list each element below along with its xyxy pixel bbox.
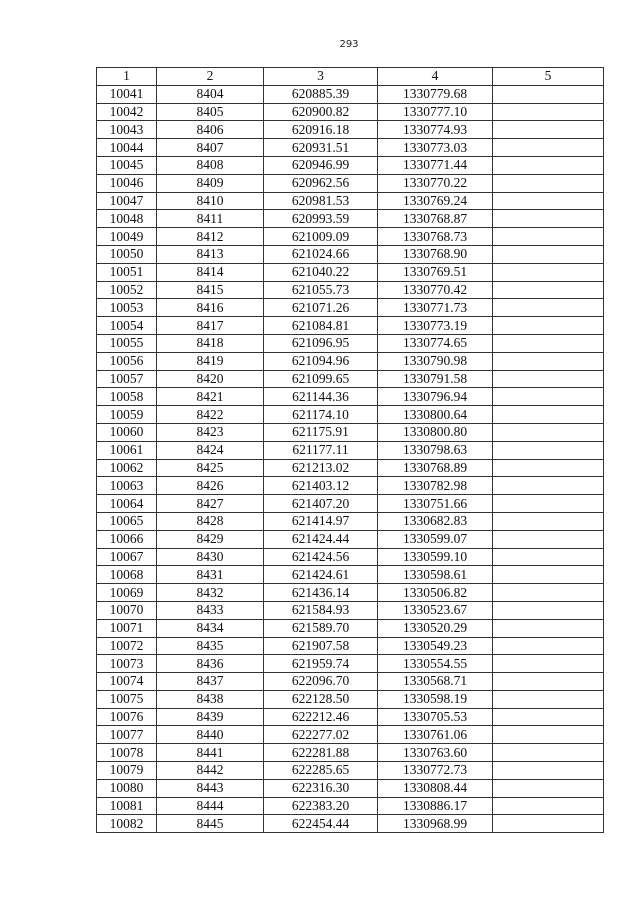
table-cell-col-4: 1330791.58 bbox=[378, 370, 493, 388]
table-cell-col-5 bbox=[493, 655, 604, 673]
table-cell-col-2: 8425 bbox=[157, 459, 264, 477]
table-row bbox=[97, 174, 604, 192]
table-cell-col-3: 621174.10 bbox=[264, 406, 378, 424]
table-cell-col-2: 8411 bbox=[157, 210, 264, 228]
table-cell-col-4: 1330808.44 bbox=[378, 779, 493, 797]
table-row bbox=[97, 245, 604, 263]
table-row bbox=[97, 406, 604, 424]
table-cell-col-3: 621084.81 bbox=[264, 317, 378, 335]
table-cell-col-5 bbox=[493, 512, 604, 530]
table-cell-col-4: 1330598.19 bbox=[378, 690, 493, 708]
table-row bbox=[97, 744, 604, 762]
table-row bbox=[97, 121, 604, 139]
table-cell-col-1: 10051 bbox=[97, 263, 157, 281]
table-cell-col-3: 620962.56 bbox=[264, 174, 378, 192]
table-cell-col-2: 8430 bbox=[157, 548, 264, 566]
table-cell-col-5 bbox=[493, 779, 604, 797]
table-cell-col-1: 10046 bbox=[97, 174, 157, 192]
table-cell-col-1: 10071 bbox=[97, 619, 157, 637]
table-cell-col-1: 10069 bbox=[97, 584, 157, 602]
table-cell-col-5 bbox=[493, 370, 604, 388]
table-cell-col-1: 10073 bbox=[97, 655, 157, 673]
table-cell-col-5 bbox=[493, 690, 604, 708]
table-cell-col-4: 1330779.68 bbox=[378, 85, 493, 103]
table-cell-col-3: 621424.44 bbox=[264, 530, 378, 548]
column-header-5: 5 bbox=[493, 68, 604, 86]
table-cell-col-2: 8422 bbox=[157, 406, 264, 424]
table-cell-col-2: 8415 bbox=[157, 281, 264, 299]
table-row bbox=[97, 708, 604, 726]
table-cell-col-1: 10080 bbox=[97, 779, 157, 797]
table-cell-col-1: 10070 bbox=[97, 601, 157, 619]
table-cell-col-1: 10075 bbox=[97, 690, 157, 708]
table-cell-col-2: 8435 bbox=[157, 637, 264, 655]
table-row bbox=[97, 317, 604, 335]
table-cell-col-4: 1330768.87 bbox=[378, 210, 493, 228]
table-cell-col-5 bbox=[493, 548, 604, 566]
table-cell-col-1: 10061 bbox=[97, 441, 157, 459]
table-cell-col-5 bbox=[493, 228, 604, 246]
table-row bbox=[97, 299, 604, 317]
table-cell-col-5 bbox=[493, 477, 604, 495]
table-row bbox=[97, 797, 604, 815]
table-row bbox=[97, 690, 604, 708]
table-cell-col-4: 1330800.64 bbox=[378, 406, 493, 424]
table-cell-col-4: 1330769.24 bbox=[378, 192, 493, 210]
table-cell-col-1: 10045 bbox=[97, 156, 157, 174]
table-row bbox=[97, 281, 604, 299]
table-cell-col-2: 8426 bbox=[157, 477, 264, 495]
table-cell-col-2: 8412 bbox=[157, 228, 264, 246]
table-cell-col-1: 10042 bbox=[97, 103, 157, 121]
table-cell-col-1: 10065 bbox=[97, 512, 157, 530]
table-cell-col-4: 1330554.55 bbox=[378, 655, 493, 673]
table-cell-col-5 bbox=[493, 708, 604, 726]
table-cell-col-2: 8416 bbox=[157, 299, 264, 317]
table-cell-col-5 bbox=[493, 245, 604, 263]
table-cell-col-1: 10081 bbox=[97, 797, 157, 815]
table-cell-col-2: 8413 bbox=[157, 245, 264, 263]
table-cell-col-4: 1330771.44 bbox=[378, 156, 493, 174]
table-cell-col-2: 8442 bbox=[157, 762, 264, 780]
table-cell-col-1: 10041 bbox=[97, 85, 157, 103]
table-cell-col-5 bbox=[493, 156, 604, 174]
table-row bbox=[97, 530, 604, 548]
table-cell-col-5 bbox=[493, 530, 604, 548]
table-cell-col-4: 1330796.94 bbox=[378, 388, 493, 406]
table-cell-col-4: 1330520.29 bbox=[378, 619, 493, 637]
table-cell-col-3: 621959.74 bbox=[264, 655, 378, 673]
column-header-4: 4 bbox=[378, 68, 493, 86]
table-cell-col-5 bbox=[493, 299, 604, 317]
table-cell-col-1: 10058 bbox=[97, 388, 157, 406]
table-cell-col-5 bbox=[493, 495, 604, 513]
table-cell-col-4: 1330506.82 bbox=[378, 584, 493, 602]
table-cell-col-4: 1330770.42 bbox=[378, 281, 493, 299]
table-cell-col-3: 620885.39 bbox=[264, 85, 378, 103]
table-cell-col-2: 8409 bbox=[157, 174, 264, 192]
table-cell-col-3: 621424.56 bbox=[264, 548, 378, 566]
table-cell-col-2: 8420 bbox=[157, 370, 264, 388]
table-cell-col-2: 8414 bbox=[157, 263, 264, 281]
table-cell-col-5 bbox=[493, 192, 604, 210]
coordinates-table bbox=[96, 67, 604, 833]
table-cell-col-4: 1330763.60 bbox=[378, 744, 493, 762]
table-cell-col-3: 621094.96 bbox=[264, 352, 378, 370]
table-cell-col-4: 1330705.53 bbox=[378, 708, 493, 726]
table-cell-col-4: 1330800.80 bbox=[378, 423, 493, 441]
table-cell-col-4: 1330768.73 bbox=[378, 228, 493, 246]
table-row bbox=[97, 441, 604, 459]
table-cell-col-3: 621907.58 bbox=[264, 637, 378, 655]
table-cell-col-3: 621403.12 bbox=[264, 477, 378, 495]
table-cell-col-4: 1330599.07 bbox=[378, 530, 493, 548]
table-cell-col-1: 10057 bbox=[97, 370, 157, 388]
table-cell-col-5 bbox=[493, 584, 604, 602]
table-cell-col-1: 10076 bbox=[97, 708, 157, 726]
table-cell-col-1: 10079 bbox=[97, 762, 157, 780]
table-row bbox=[97, 512, 604, 530]
table-row bbox=[97, 139, 604, 157]
table-cell-col-2: 8405 bbox=[157, 103, 264, 121]
table-cell-col-1: 10082 bbox=[97, 815, 157, 833]
table-body bbox=[97, 85, 604, 832]
table-cell-col-5 bbox=[493, 334, 604, 352]
table-row bbox=[97, 388, 604, 406]
table-cell-col-2: 8429 bbox=[157, 530, 264, 548]
table-row bbox=[97, 477, 604, 495]
table-row bbox=[97, 673, 604, 691]
table-cell-col-5 bbox=[493, 762, 604, 780]
table-row bbox=[97, 601, 604, 619]
table-row bbox=[97, 334, 604, 352]
table-row bbox=[97, 263, 604, 281]
table-cell-col-5 bbox=[493, 317, 604, 335]
table-cell-col-1: 10050 bbox=[97, 245, 157, 263]
table-cell-col-1: 10059 bbox=[97, 406, 157, 424]
table-cell-col-3: 621040.22 bbox=[264, 263, 378, 281]
table-cell-col-5 bbox=[493, 85, 604, 103]
table-cell-col-2: 8438 bbox=[157, 690, 264, 708]
table-cell-col-1: 10067 bbox=[97, 548, 157, 566]
table-cell-col-3: 621414.97 bbox=[264, 512, 378, 530]
table-cell-col-3: 620993.59 bbox=[264, 210, 378, 228]
table-row bbox=[97, 192, 604, 210]
table-cell-col-1: 10074 bbox=[97, 673, 157, 691]
table-cell-col-4: 1330768.89 bbox=[378, 459, 493, 477]
table-row bbox=[97, 370, 604, 388]
table-cell-col-4: 1330777.10 bbox=[378, 103, 493, 121]
table-cell-col-2: 8427 bbox=[157, 495, 264, 513]
table-cell-col-5 bbox=[493, 619, 604, 637]
table-cell-col-4: 1330568.71 bbox=[378, 673, 493, 691]
table-cell-col-1: 10078 bbox=[97, 744, 157, 762]
table-cell-col-5 bbox=[493, 139, 604, 157]
table-cell-col-3: 621213.02 bbox=[264, 459, 378, 477]
table-cell-col-5 bbox=[493, 174, 604, 192]
table-cell-col-1: 10047 bbox=[97, 192, 157, 210]
table-row bbox=[97, 584, 604, 602]
table-cell-col-4: 1330782.98 bbox=[378, 477, 493, 495]
table-cell-col-5 bbox=[493, 601, 604, 619]
table-cell-col-4: 1330770.22 bbox=[378, 174, 493, 192]
table-cell-col-4: 1330599.10 bbox=[378, 548, 493, 566]
table-cell-col-1: 10060 bbox=[97, 423, 157, 441]
table-cell-col-2: 8419 bbox=[157, 352, 264, 370]
table-cell-col-3: 621024.66 bbox=[264, 245, 378, 263]
table-cell-col-1: 10054 bbox=[97, 317, 157, 335]
table-cell-col-3: 621584.93 bbox=[264, 601, 378, 619]
table-cell-col-2: 8437 bbox=[157, 673, 264, 691]
table-cell-col-3: 621144.36 bbox=[264, 388, 378, 406]
table-cell-col-5 bbox=[493, 566, 604, 584]
table-cell-col-2: 8404 bbox=[157, 85, 264, 103]
table-cell-col-2: 8410 bbox=[157, 192, 264, 210]
table-cell-col-3: 621055.73 bbox=[264, 281, 378, 299]
table-cell-col-3: 620946.99 bbox=[264, 156, 378, 174]
table-cell-col-5 bbox=[493, 637, 604, 655]
table-cell-col-3: 622383.20 bbox=[264, 797, 378, 815]
table-cell-col-3: 621099.65 bbox=[264, 370, 378, 388]
table-cell-col-2: 8428 bbox=[157, 512, 264, 530]
table-cell-col-3: 622281.88 bbox=[264, 744, 378, 762]
table-cell-col-5 bbox=[493, 281, 604, 299]
table-cell-col-3: 622454.44 bbox=[264, 815, 378, 833]
table-cell-col-2: 8434 bbox=[157, 619, 264, 637]
table-cell-col-3: 622128.50 bbox=[264, 690, 378, 708]
table-row bbox=[97, 762, 604, 780]
table-cell-col-4: 1330773.19 bbox=[378, 317, 493, 335]
table-cell-col-4: 1330774.65 bbox=[378, 334, 493, 352]
table-cell-col-2: 8436 bbox=[157, 655, 264, 673]
table-cell-col-5 bbox=[493, 726, 604, 744]
table-row bbox=[97, 103, 604, 121]
table-cell-col-3: 620916.18 bbox=[264, 121, 378, 139]
column-header-1: 1 bbox=[97, 68, 157, 86]
table-cell-col-4: 1330774.93 bbox=[378, 121, 493, 139]
table-cell-col-2: 8418 bbox=[157, 334, 264, 352]
table-cell-col-4: 1330769.51 bbox=[378, 263, 493, 281]
table-header-row bbox=[97, 68, 604, 86]
table-cell-col-2: 8433 bbox=[157, 601, 264, 619]
table-cell-col-2: 8445 bbox=[157, 815, 264, 833]
table-cell-col-2: 8424 bbox=[157, 441, 264, 459]
table-cell-col-5 bbox=[493, 815, 604, 833]
table-row bbox=[97, 619, 604, 637]
table-cell-col-3: 621071.26 bbox=[264, 299, 378, 317]
page-number: 293 bbox=[339, 39, 359, 50]
table-row bbox=[97, 726, 604, 744]
table-cell-col-4: 1330751.66 bbox=[378, 495, 493, 513]
table-cell-col-1: 10049 bbox=[97, 228, 157, 246]
table-cell-col-1: 10062 bbox=[97, 459, 157, 477]
table-cell-col-4: 1330768.90 bbox=[378, 245, 493, 263]
table-cell-col-1: 10056 bbox=[97, 352, 157, 370]
table-cell-col-2: 8407 bbox=[157, 139, 264, 157]
table-cell-col-2: 8421 bbox=[157, 388, 264, 406]
table-cell-col-5 bbox=[493, 263, 604, 281]
table-row bbox=[97, 637, 604, 655]
column-header-3: 3 bbox=[264, 68, 378, 86]
table-cell-col-5 bbox=[493, 673, 604, 691]
table-cell-col-1: 10072 bbox=[97, 637, 157, 655]
table-cell-col-3: 622285.65 bbox=[264, 762, 378, 780]
table-row bbox=[97, 228, 604, 246]
table-cell-col-5 bbox=[493, 744, 604, 762]
table-cell-col-3: 621407.20 bbox=[264, 495, 378, 513]
table-row bbox=[97, 352, 604, 370]
table-row bbox=[97, 548, 604, 566]
table-cell-col-3: 621436.14 bbox=[264, 584, 378, 602]
table-cell-col-3: 621096.95 bbox=[264, 334, 378, 352]
table-cell-col-5 bbox=[493, 210, 604, 228]
table-cell-col-1: 10068 bbox=[97, 566, 157, 584]
table-cell-col-4: 1330790.98 bbox=[378, 352, 493, 370]
table-cell-col-3: 622096.70 bbox=[264, 673, 378, 691]
table-cell-col-3: 622212.46 bbox=[264, 708, 378, 726]
table-row bbox=[97, 779, 604, 797]
table-cell-col-5 bbox=[493, 103, 604, 121]
table-cell-col-3: 620981.53 bbox=[264, 192, 378, 210]
table-cell-col-4: 1330598.61 bbox=[378, 566, 493, 584]
table-cell-col-2: 8443 bbox=[157, 779, 264, 797]
table-cell-col-5 bbox=[493, 388, 604, 406]
table-cell-col-3: 621175.91 bbox=[264, 423, 378, 441]
table-row bbox=[97, 210, 604, 228]
table-cell-col-4: 1330771.73 bbox=[378, 299, 493, 317]
table-cell-col-1: 10064 bbox=[97, 495, 157, 513]
table-cell-col-4: 1330798.63 bbox=[378, 441, 493, 459]
table-cell-col-4: 1330886.17 bbox=[378, 797, 493, 815]
table-cell-col-3: 622316.30 bbox=[264, 779, 378, 797]
table-cell-col-2: 8417 bbox=[157, 317, 264, 335]
table-row bbox=[97, 156, 604, 174]
table-cell-col-3: 622277.02 bbox=[264, 726, 378, 744]
table-cell-col-5 bbox=[493, 459, 604, 477]
table-cell-col-1: 10043 bbox=[97, 121, 157, 139]
table-row bbox=[97, 85, 604, 103]
table-cell-col-4: 1330761.06 bbox=[378, 726, 493, 744]
table-cell-col-2: 8431 bbox=[157, 566, 264, 584]
table-cell-col-4: 1330968.99 bbox=[378, 815, 493, 833]
table-cell-col-5 bbox=[493, 121, 604, 139]
table-cell-col-3: 621177.11 bbox=[264, 441, 378, 459]
table-row bbox=[97, 655, 604, 673]
table-cell-col-1: 10063 bbox=[97, 477, 157, 495]
table-cell-col-5 bbox=[493, 797, 604, 815]
table-cell-col-3: 620900.82 bbox=[264, 103, 378, 121]
table-cell-col-1: 10077 bbox=[97, 726, 157, 744]
table-cell-col-2: 8444 bbox=[157, 797, 264, 815]
table-cell-col-1: 10053 bbox=[97, 299, 157, 317]
table-cell-col-3: 621424.61 bbox=[264, 566, 378, 584]
table-cell-col-4: 1330772.73 bbox=[378, 762, 493, 780]
table-cell-col-1: 10044 bbox=[97, 139, 157, 157]
table-cell-col-1: 10055 bbox=[97, 334, 157, 352]
table-cell-col-4: 1330682.83 bbox=[378, 512, 493, 530]
table-cell-col-1: 10066 bbox=[97, 530, 157, 548]
table-row bbox=[97, 459, 604, 477]
table-cell-col-5 bbox=[493, 441, 604, 459]
table-row bbox=[97, 815, 604, 833]
table-cell-col-2: 8432 bbox=[157, 584, 264, 602]
table-cell-col-3: 621589.70 bbox=[264, 619, 378, 637]
table-cell-col-1: 10048 bbox=[97, 210, 157, 228]
table-cell-col-5 bbox=[493, 352, 604, 370]
table-row bbox=[97, 566, 604, 584]
table-row bbox=[97, 423, 604, 441]
table-cell-col-4: 1330523.67 bbox=[378, 601, 493, 619]
table-cell-col-2: 8406 bbox=[157, 121, 264, 139]
table-cell-col-4: 1330773.03 bbox=[378, 139, 493, 157]
table-row bbox=[97, 495, 604, 513]
table-cell-col-2: 8439 bbox=[157, 708, 264, 726]
table-cell-col-3: 621009.09 bbox=[264, 228, 378, 246]
table-cell-col-5 bbox=[493, 423, 604, 441]
table-cell-col-1: 10052 bbox=[97, 281, 157, 299]
table-cell-col-2: 8423 bbox=[157, 423, 264, 441]
table-cell-col-3: 620931.51 bbox=[264, 139, 378, 157]
table-cell-col-2: 8408 bbox=[157, 156, 264, 174]
table-cell-col-5 bbox=[493, 406, 604, 424]
table-cell-col-2: 8440 bbox=[157, 726, 264, 744]
column-header-2: 2 bbox=[157, 68, 264, 86]
table-cell-col-2: 8441 bbox=[157, 744, 264, 762]
table-cell-col-4: 1330549.23 bbox=[378, 637, 493, 655]
